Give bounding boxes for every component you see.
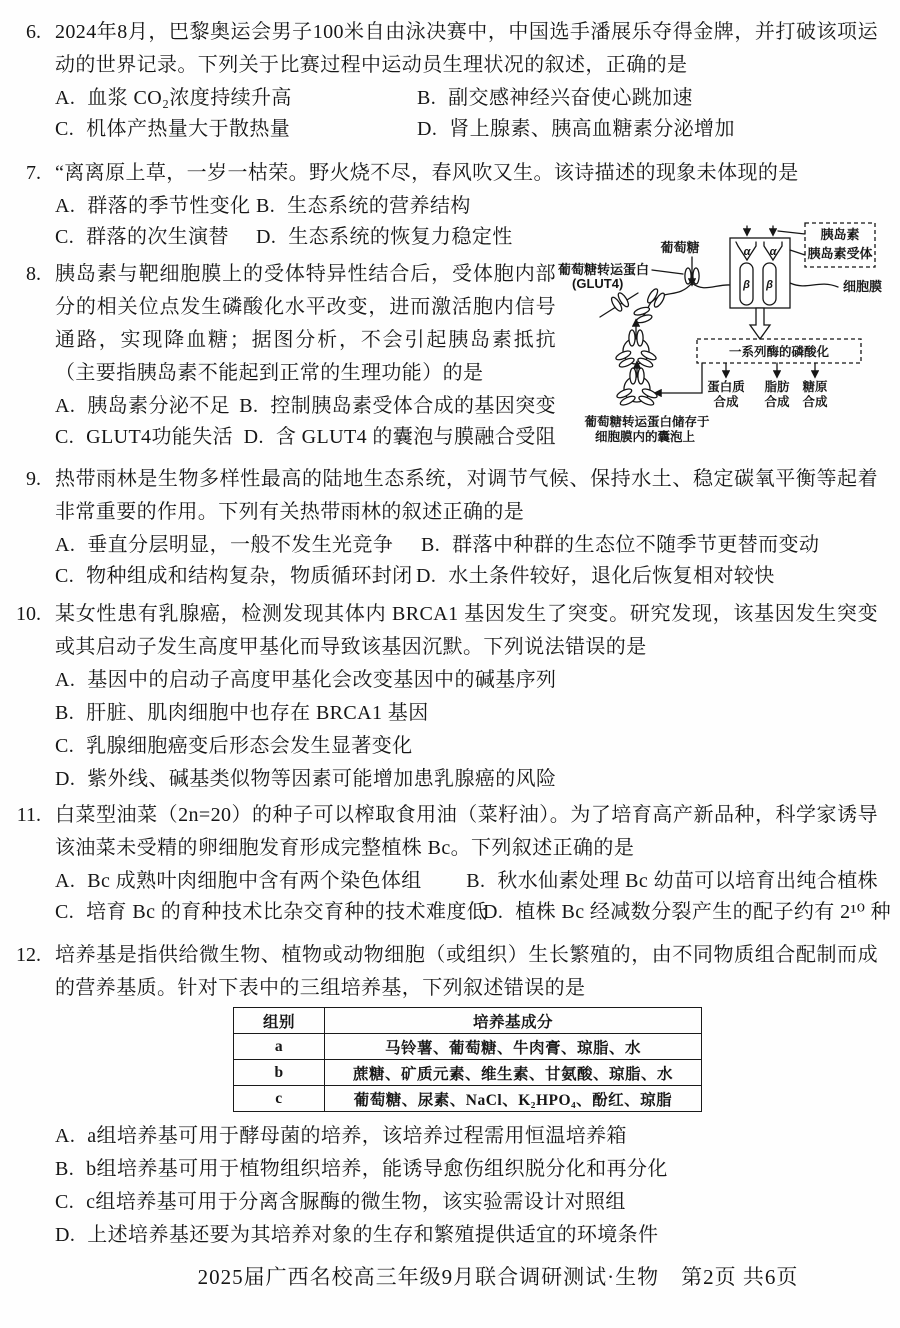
table-row: a 马铃薯、葡萄糖、牛肉膏、琼脂、水 [234,1034,702,1060]
option-c: C. GLUT4功能失活 [55,426,234,448]
option-c: C. 物种组成和结构复杂，物质循环封闭 [55,565,413,587]
question-stem: 胰岛素与靶细胞膜上的受体特异性结合后，受体胞内部分的相关位点发生磷酸化水平改变，进而激活胞内信号通路，实现降血糖；据图分析，不会引起胰岛素抵抗（主要指胰岛素不能起到正常的生理功能）的是 [55,263,556,384]
option-c: C. c组培养基可用于分离含脲酶的微生物，该实验需设计对照组 [55,1191,626,1213]
option-a: A. 血浆 CO₂浓度持续升高 [55,87,292,109]
option-b: B. 肝脏、肌肉细胞中也存在 BRCA1 基因 [55,702,429,724]
question-11 [0,799,892,927]
question-stem: 2024年8月，巴黎奥运会男子100米自由泳决赛中，中国选手潘展乐夺得金牌，并打破该项运动的世界记录。下列关于比赛过程中运动员生理状况的叙述，正确的是 [55,21,878,76]
question-stem: 白菜型油菜（2n=20）的种子可以榨取食用油（菜籽油）。为了培育高产新品种，科学家诱导该油菜未受精的卵细胞发育形成完整植株 Bc。下列叙述正确的是 [55,804,878,859]
fat-synthesis-label: 脂肪 [764,380,790,394]
question-stem: 培养基是指供给微生物、植物或动物细胞（或组织）生长繁殖的，由不同物质组合配制而成的营养基质。针对下表中的三组培养基，下列叙述错误的是 [55,944,878,999]
option-d: D. 水土条件较好，退化后恢复相对较快 [416,565,775,587]
glut4-label-2: (GLUT4) [572,276,624,291]
page-footer: 2025届广西名校高三年级9月联合调研测试·生物 第2页 共6页 [197,1265,799,1289]
svg-text:合成: 合成 [713,395,739,409]
vesicle-note: 细胞膜内的囊泡上 [594,430,696,444]
question-stem: 热带雨林是生物多样性最高的陆地生态系统，对调节气候、保持水土、稳定碳氧平衡等起着非常重要的作用。下列有关热带雨林的叙述正确的是 [55,468,878,523]
option-c: C. 机体产热量大于散热量 [55,118,291,140]
option-d: D. 肾上腺素、胰高血糖素分泌增加 [417,118,735,140]
option-b: B. b组培养基可用于植物组织培养，能诱导愈伤组织脱分化和再分化 [55,1158,668,1180]
option-a: A. 垂直分层明显，一般不发生光竞争 [55,534,394,556]
option-row [55,561,878,591]
option-d: D. 紫外线、碱基类似物等因素可能增加患乳腺癌的风险 [55,768,557,790]
option-row [55,83,878,113]
vesicle-note: 葡萄糖转运蛋白储存于 [584,415,710,429]
table-row: b 蔗糖、矿质元素、维生素、甘氨酸、琼脂、水 [234,1060,702,1086]
question-stem: 某女性患有乳腺癌，检测发现其体内 BRCA1 基因发生了突变。研究发现，该基因发生突变或其启动子发生高度甲基化而导致该基因沉默。下列说法错误的是 [55,603,878,658]
phosphorylation-label: 一系列酶的磷酸化 [728,345,830,359]
option-b: B. 控制胰岛素受体合成的基因突变 [239,395,556,417]
option-d: D. 植株 Bc 经减数分裂产生的配子约有 2¹⁰ 种 [483,901,892,923]
option-row [55,897,892,927]
option-d: D. 上述培养基还要为其培养对象的生存和繁殖提供适宜的环境条件 [55,1224,659,1246]
table-header-row [234,1008,702,1034]
option-row [55,866,878,896]
svg-text:合成: 合成 [802,395,828,409]
column-header: 培养基成分 [325,1008,702,1034]
svg-text:合成: 合成 [764,395,790,409]
question-10 [0,598,878,796]
question-number: 7. [26,162,41,184]
option-b: B. 副交感神经兴奋使心跳加速 [417,87,693,109]
insulin-receptor-label: 胰岛素受体 [807,246,873,261]
option-a: A. Bc 成熟叶肉细胞中含有两个染色体组 [55,870,422,892]
option-a: A. 胰岛素分泌不足 [55,395,231,417]
question-stem: “离离原上草，一岁一枯荣。野火烧不尽，春风吹又生。该诗描述的现象未体现的是 [55,162,799,184]
question-12 [0,939,878,1252]
option-row [55,1186,878,1219]
option-row [55,730,878,763]
beta-subunit-label: β [766,279,773,291]
option-row [55,422,556,452]
question-number: 10. [16,603,41,625]
alpha-subunit-label: α [743,246,751,258]
question-number: 11. [16,804,41,826]
column-header: 组别 [234,1008,325,1034]
option-a: A. a组培养基可用于酵母菌的培养，该培养过程需用恒温培养箱 [55,1125,627,1147]
option-b: B. 秋水仙素处理 Bc 幼苗可以培育出纯合植株 [466,870,878,892]
glucose-label: 葡萄糖 [660,240,700,255]
question-6 [0,16,878,144]
option-c: C. 培育 Bc 的育种技术比杂交育种的技术难度低 [55,901,488,923]
option-b: B. 群落中种群的生态位不随季节更替而变动 [421,534,820,556]
option-row [55,530,878,560]
alpha-subunit-label: α [769,246,777,258]
question-number: 8. [26,263,41,285]
option-d: D. 含 GLUT4 的囊泡与膜融合受阻 [243,426,556,448]
insulin-label: 胰岛素 [820,227,860,242]
culture-medium-table [233,1007,702,1112]
glycogen-synthesis-label: 糖原 [802,380,828,394]
question-number: 9. [26,468,41,490]
option-row [55,391,556,421]
signal-arrow [750,308,770,339]
option-row [55,697,878,730]
glut4-label: 葡萄糖转运蛋白 [558,262,650,277]
option-a: A. 群落的季节性变化 [55,195,251,217]
option-d: D. 生态系统的恢复力稳定性 [256,226,513,248]
table-row: c 葡萄糖、尿素、NaCl、K₂HPO₄、酚红、琼脂 [234,1086,702,1112]
question-9 [0,463,878,591]
option-c: C. 乳腺细胞癌变后形态会发生显著变化 [55,735,413,757]
option-row [55,191,878,221]
insulin-signalling-diagram [556,221,900,453]
option-c: C. 群落的次生演替 [55,226,229,248]
beta-subunit-label: β [743,279,750,291]
question-number: 6. [26,21,41,43]
option-row [55,1219,878,1252]
option-row [55,114,878,144]
option-b: B. 生态系统的营养结构 [256,195,471,217]
option-row [55,1153,878,1186]
option-a: A. 基因中的启动子高度甲基化会改变基因中的碱基序列 [55,669,557,691]
option-row [55,1120,878,1153]
protein-synthesis-label: 蛋白质 [707,380,745,394]
option-row [55,664,878,697]
question-number: 12. [16,944,41,966]
option-row [55,763,878,796]
cell-membrane-label: 细胞膜 [843,279,883,294]
